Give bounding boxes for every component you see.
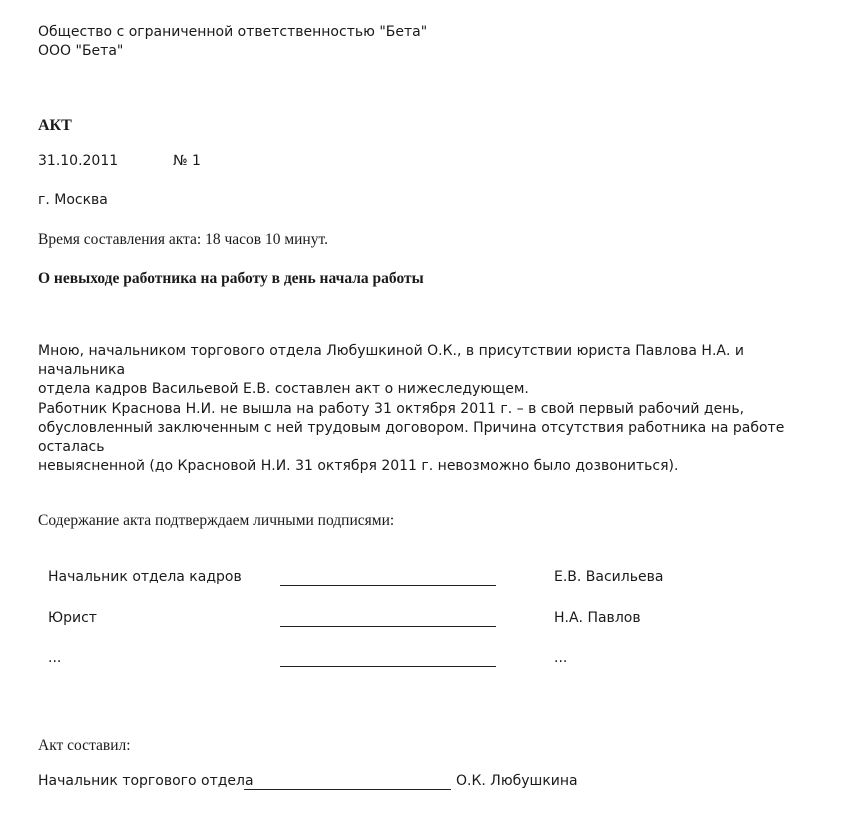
doc-date: 31.10.2011 — [38, 153, 119, 169]
compiler-role: Начальник торгового отдела — [38, 773, 254, 789]
doc-number: № 1 — [173, 153, 201, 169]
signature-role: Юрист — [48, 610, 97, 626]
doc-time: Время составления акта: 18 часов 10 минут. — [38, 231, 328, 248]
paragraph-1 — [38, 342, 828, 399]
signature-line — [280, 626, 496, 627]
signature-name: Е.В. Васильева — [554, 569, 664, 585]
org-full-name: Общество с ограниченной ответственностью "Бета" — [38, 24, 428, 40]
confirm-text: Содержание акта подтверждаем личными подписями: — [38, 512, 395, 529]
doc-title: О невыходе работника на работу в день начала работы — [38, 270, 424, 287]
paragraph-2-line: Работник Краснова Н.И. не вышла на работу 31 октября 2011 г. – в свой первый рабочий день, — [38, 401, 745, 417]
compiler-label: Акт составил: — [38, 737, 131, 754]
org-short-name: ООО "Бета" — [38, 43, 124, 59]
paragraph-1-line: Мною, начальником торгового отдела Любушкиной О.К., в присутствии юриста Павлова Н.А. и начальника — [38, 343, 744, 378]
signature-line — [280, 666, 496, 667]
compiler-signature-line — [244, 789, 451, 790]
doc-type: АКТ — [38, 117, 72, 134]
paragraph-2 — [38, 400, 828, 476]
paragraph-2-line: обусловленный заключенным с ней трудовым договором. Причина отсутствия работника на работе осталась — [38, 420, 785, 455]
signature-name: ... — [554, 650, 568, 666]
signature-role: Начальник отдела кадров — [48, 569, 242, 585]
doc-city: г. Москва — [38, 192, 108, 208]
signature-name: Н.А. Павлов — [554, 610, 641, 626]
paragraph-1-line: отдела кадров Васильевой Е.В. составлен акт о нижеследующем. — [38, 381, 529, 397]
signature-role: ... — [48, 650, 62, 666]
compiler-name: О.К. Любушкина — [456, 773, 578, 789]
paragraph-2-line: невыясненной (до Красновой Н.И. 31 октября 2011 г. невозможно было дозвониться). — [38, 458, 679, 474]
signature-line — [280, 585, 496, 586]
